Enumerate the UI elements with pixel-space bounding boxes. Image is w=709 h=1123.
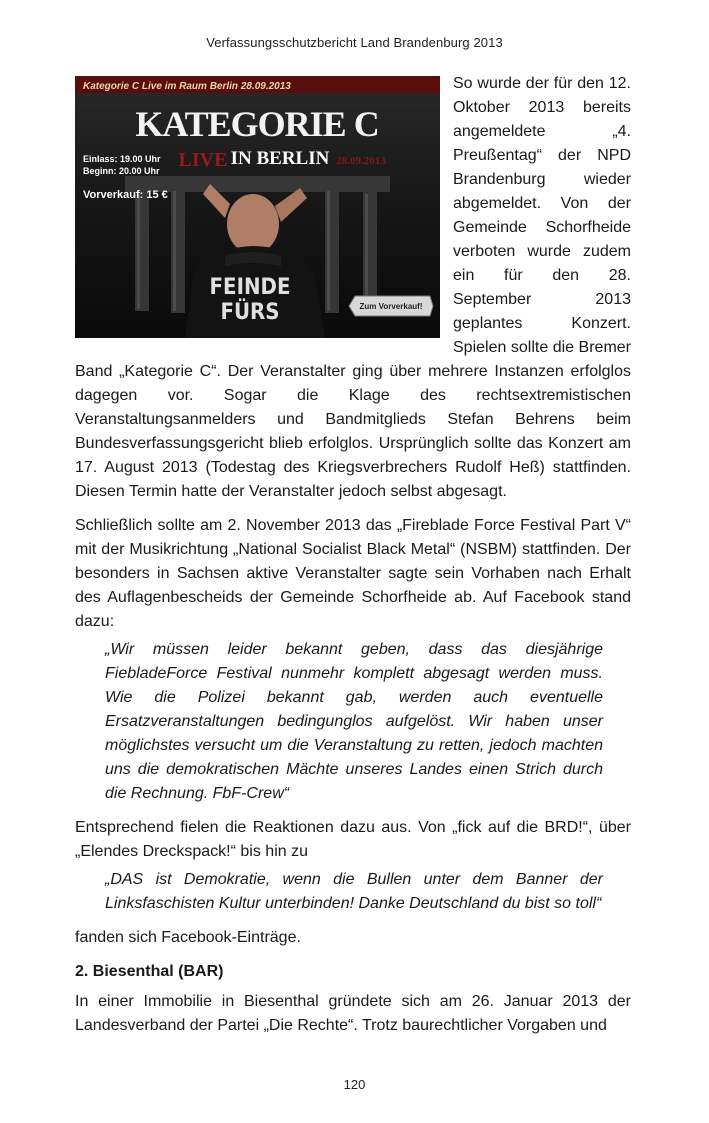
poster-beginn: Beginn: 20.00 Uhr <box>83 166 160 176</box>
blockquote-fbf-crew: „Wir müssen leider bekannt geben, dass das diesjährige FiebladeForce Festival nunmehr komplett abgesagt werden muss. Wie die Polizei bekannt gab, werden auch eventuelle Ersatzveranstaltungen bedingunglos aufgelöst. Wir haben unser möglichstes versucht um die Veranstaltung zu retten, jedoch machten uns die demokratischen Mächte unseres Landes einen Strich durch die Rechnung. FbF-Crew“ <box>105 641 603 802</box>
poster-shirt-line2: FÜRS <box>220 300 280 325</box>
poster-graphic <box>75 76 440 338</box>
poster-band-name: KATEGORIE C <box>135 104 379 144</box>
section-heading: 2. Biesenthal (BAR) <box>75 963 224 980</box>
poster-vorverkauf: Vorverkauf: 15 € <box>83 189 168 201</box>
paragraph-2: Schließlich sollte am 2. November 2013 das „Fireblade Force Festival Part V“ mit der Musikrichtung „National Socialist Black Metal“ (NSBM) stattfinden. Der besonders in Sachsen aktive Veranstalter sagte sein Vorhaben nach Erhalt des Auflagenbescheids der Gemeinde Schorfheide ab. Auf Facebook stand dazu: <box>75 517 631 630</box>
paragraph-1: So wurde der für den 12. Oktober 2013 bereits angemeldete „4. Preußentag“ der NPD Brandenburg wieder abgemeldet. Von der Gemeinde Schorfheide verboten wurde zudem ein für den 28. September 2013 geplantes Konzert. Spielen sollte die Bremer Band „Kategorie C“. Der Veranstalter ging über mehrere Instanzen erfolglos dagegen vor. Sogar die Klage des rechtsextremistischen Veranstaltungsanmelders und Bandmitglieds Stefan Behrens beim Bundesverfassungsgericht blieb erfolglos. Ursprünglich sollte das Konzert am 17. August 2013 (Todestag des Kriegsverbrechers Rudolf Heß) stattfinden. Diesen Termin hatte der Veranstalter jedoch selbst abgesagt. <box>75 75 631 500</box>
blockquote-facebook-comment: „DAS ist Demokratie, wenn die Bullen unter dem Banner der Linksfaschisten Kultur unterbinden! Danke Deutschland du bist so toll“ <box>105 871 603 912</box>
poster-einlass: Einlass: 19.00 Uhr <box>83 154 161 164</box>
poster-in-berlin: IN BERLIN <box>230 148 330 169</box>
page-number: 120 <box>343 1077 366 1092</box>
poster-top-banner: Kategorie C Live im Raum Berlin 28.09.2013 <box>83 81 291 92</box>
paragraph-5: In einer Immobilie in Biesenthal gründete sich am 26. Januar 2013 der Landesverband der Partei „Die Rechte“. Trotz baurechtlicher Vorgaben und <box>75 993 631 1034</box>
concert-poster-image <box>75 76 440 338</box>
poster-shirt-line1: FEINDE <box>209 275 291 300</box>
poster-live-text: LIVE <box>178 149 228 171</box>
poster-vorverkauf-button: Zum Vorverkauf! <box>359 302 423 311</box>
paragraph-3: Entsprechend fielen die Reaktionen dazu aus. Von „fick auf die BRD!“, über „Elendes Dreckspack!“ bis hin zu <box>75 819 631 860</box>
running-header: Verfassungsschutzbericht Land Brandenburg 2013 <box>206 35 503 50</box>
paragraph-4: fanden sich Facebook-Einträge. <box>75 929 301 946</box>
page-body <box>75 72 631 1048</box>
poster-date-overlay: 28.09.2013 <box>336 155 386 167</box>
